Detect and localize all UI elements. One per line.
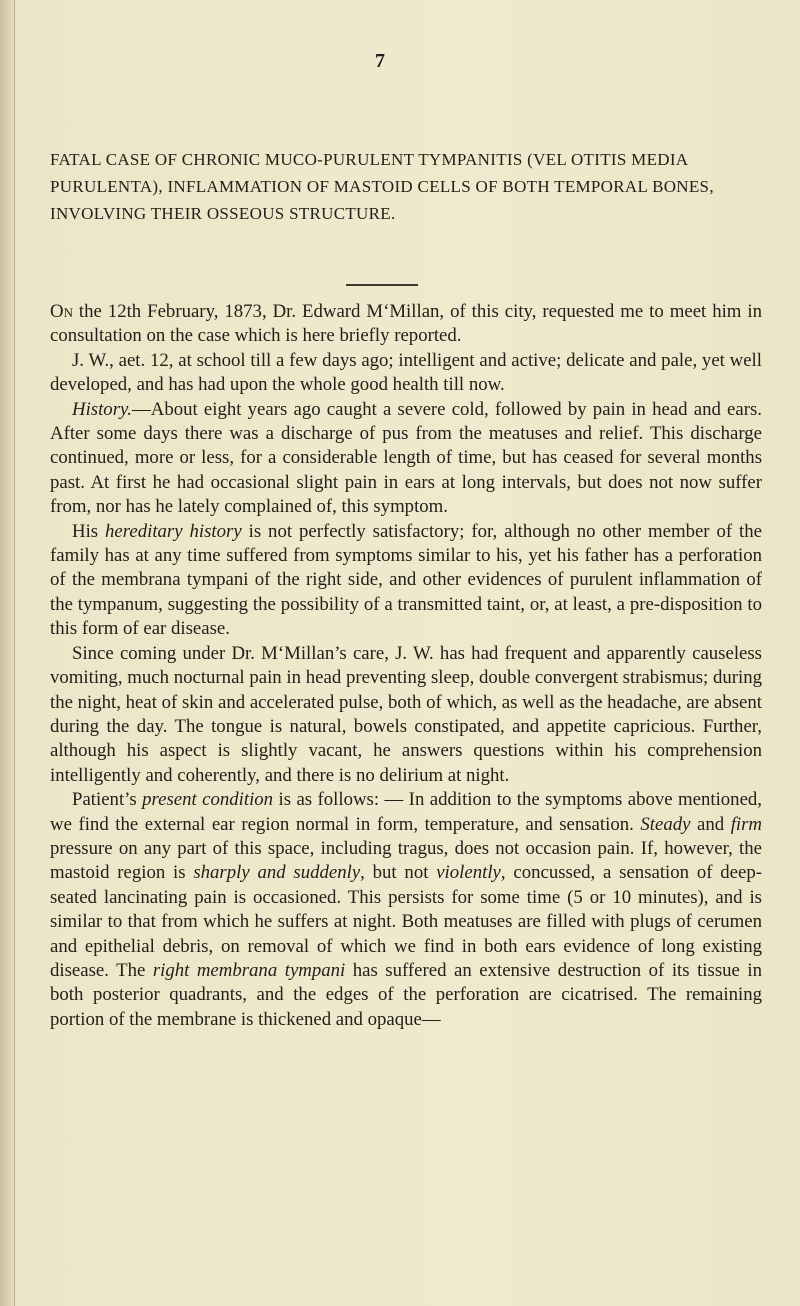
section-label: hereditary history (105, 520, 242, 542)
article-body (50, 300, 762, 1032)
paragraph-text: Patient’s (72, 789, 143, 811)
paragraph-lead: On (50, 301, 73, 322)
paragraph-text: the 12th February, 1873, Dr. Edward M‘Millan, of this city, requested me to meet him in consultation on the case which is here briefly reported. (50, 301, 762, 347)
emphasis-text: violently (436, 862, 501, 884)
paragraph-text: , concussed, a sensation of deep-seated lancinating pain is occasioned. This persists for some time (5 or 10 minutes), and is similar to that from which he suffers at night. Both meatuses are filled with plugs of cerumen and epithelial debris, on removal of which we find in both ears evidence of long existing disease. The (50, 862, 762, 981)
paragraph-text: Since coming under Dr. M‘Millan’s care, J. W. has had frequent and apparently causeless vomiting, much nocturnal pain in head preventing sleep, double convergent strabismus; during the night, heat of skin and accelerated pulse, both of which, as well as the headache, are absent during the day. The tongue is natural, bowels constipated, and appetite capricious. Further, although his aspect is slightly vacant, he answers questions within his comprehension intelligently and coherently, and there is no delirium at night. (50, 642, 762, 786)
paragraph-intro (50, 300, 762, 349)
paragraph-text: is not perfectly satisfactory; for, although no other member of the family has at any time suffered from symptoms similar to his, yet his father has a perforation of the membrana tympani of the right side, and other evidences of purulent inflammation of the tympanum, suggesting the possibility of a transmitted taint, or, at least, a pre-disposition to this form of ear disease. (50, 520, 762, 640)
emphasis-text: firm (730, 813, 762, 835)
paragraph-symptoms (50, 642, 762, 788)
section-label: History. (72, 398, 133, 420)
page-binding-edge (0, 0, 15, 1306)
title-divider (346, 284, 418, 286)
section-label: present condition (142, 789, 274, 811)
paragraph-text: has suffered an extensive destruction of its tissue in both posterior quadrants, and the edges of the perforation are cicatrised. The remaining portion of the membrane is thickened and opaque— (50, 959, 762, 1030)
emphasis-text: right membrana tympani (152, 959, 346, 981)
emphasis-text: sharply and suddenly (193, 862, 361, 884)
paragraph-text: , but not (360, 862, 437, 884)
paragraph-text: and (690, 813, 731, 835)
paragraph-text: pressure on any part of this space, including tragus, does not occasion pain. If, however, the mastoid region is (50, 837, 762, 884)
paragraph-text: —About eight years ago caught a severe cold, followed by pain in head and ears. After some days there was a discharge of pus from the meatuses and relief. This discharge continued, more or less, for a considerable length of time, but has ceased for several months past. At first he had occasional slight pain in ears at long intervals, but does not now suffer from, nor has he lately complained of, this symptom. (50, 398, 762, 518)
paragraph-history (50, 398, 762, 520)
emphasis-text: Steady (640, 813, 691, 835)
page-number: 7 (375, 50, 385, 72)
paragraph-text: His (72, 520, 106, 542)
paragraph-text: J. W., aet. 12, at school till a few days ago; intelligent and active; delicate and pale, yet well developed, and has had upon the whole good health till now. (50, 349, 762, 396)
paragraph-hereditary (50, 520, 762, 642)
article-title: FATAL CASE OF CHRONIC MUCO-PURULENT TYMPANITIS (VEL OTITIS MEDIA PURULENTA), INFLAMMATION OF MASTOID CELLS OF BOTH TEMPORAL BONES, INVOLVING THEIR OSSEOUS STRUCTURE. (50, 150, 714, 223)
paragraph-text: is as follows: — In addition to the symptoms above mentioned, we find the external ear region normal in form, temperature, and sensation. (50, 789, 762, 835)
paragraph-present-condition (50, 788, 762, 1032)
paragraph-patient (50, 349, 762, 398)
